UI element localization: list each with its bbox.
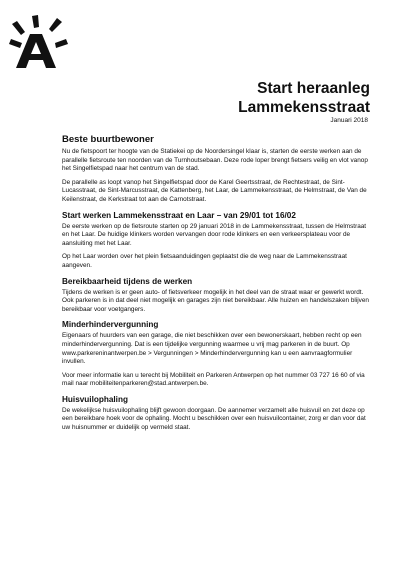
section-start-werken (62, 210, 372, 271)
section-heading: Minderhindervergunning (62, 320, 159, 330)
section-paragraph: Voor meer informatie kan u terecht bij Mobiliteit en Parkeren Antwerpen op het nummer 03 727 16 60 of via mail naar mobiliteitenparkeren@stad.antwerpen.be. (62, 371, 365, 388)
greeting-heading: Beste buurtbewoner (62, 134, 154, 145)
page-title (238, 79, 370, 117)
section-huisvuilophaling (62, 394, 372, 433)
intro-paragraph-2: De parallelle as loopt vanop het Singelfietspad door de Karel Geertsstraat, de Rechtestraat, de Sint-Lucasstraat, de Sint-Marcusstraat, de Kattenberg, het Laar, de Lammekensstraat, de Helmstraat, de Van de Keilenstraat, de Kerkstraat tot aan de Carnotstraat. (62, 178, 367, 203)
section-paragraph: Eigenaars of huurders van een garage, die niet beschikken over een bewonerskaart, hebben recht op een minderhindervergunning. Dat is een tijdelijke vergunning waarmee u vrij mag parkeren in de buurt. Op www.parkereninantwerpen.be > Vergunningen > Minderhindervergunning kan u een aanvraagformulier invullen. (62, 332, 362, 366)
title-line-1: Start heraanleg (257, 80, 370, 97)
document-date: Januari 2018 (330, 117, 368, 124)
section-paragraph: Tijdens de werken is er geen auto- of fietsverkeer mogelijk in het deel van de straat waar er gewerkt wordt. Ook parkeren is in dat deel niet mogelijk en garages zijn niet bereikbaar. Alle huizen en handelszaken blijven bereikbaar voor voetgangers. (62, 288, 369, 313)
section-heading: Start werken Lammekensstraat en Laar – van 29/01 tot 16/02 (62, 210, 296, 220)
intro-paragraph-1: Nu de fietspoort ter hoogte van de Statiekei op de Noordersingel klaar is, starten de eerste werken aan de parallelle fietsroute ten noorden van de Turnhoutsebaan. Deze rode loper brengt fietsers veilig en vlot vanop het Singelfietspad naar het centrum van de stad. (62, 148, 368, 173)
section-heading: Huisvuilophaling (62, 394, 128, 404)
title-line-2: Lammekensstraat (238, 99, 370, 116)
section-heading: Bereikbaarheid tijdens de werken (62, 276, 193, 286)
letter-body (62, 134, 372, 438)
section-bereikbaarheid (62, 276, 372, 315)
section-paragraph: Op het Laar worden over het plein fietsaanduidingen geplaatst die de weg naar de Lammekensstraat aangeven. (62, 253, 347, 269)
section-paragraph: De wekelijkse huisvuilophaling blijft gewoon doorgaan. De aannemer verzamelt alle huisvuil en zet deze op een bereikbare hoek voor de ophaling. Mocht u beschikken over een huisvuilcontainer, zorg er dan voor dat uw huisnummer er duidelijk op vermeld staat. (62, 406, 366, 432)
section-paragraph: De eerste werken op de fietsroute starten op 29 januari 2018 in de Lammekensstraat, tussen de Helmstraat en het Laar. De huidige klinkers worden vervangen door rode klinkers en een verkeersplateau voor de aansluiting met het Laar. (62, 222, 367, 247)
section-minderhindervergunning (62, 319, 372, 389)
antwerpen-logo (8, 14, 68, 70)
